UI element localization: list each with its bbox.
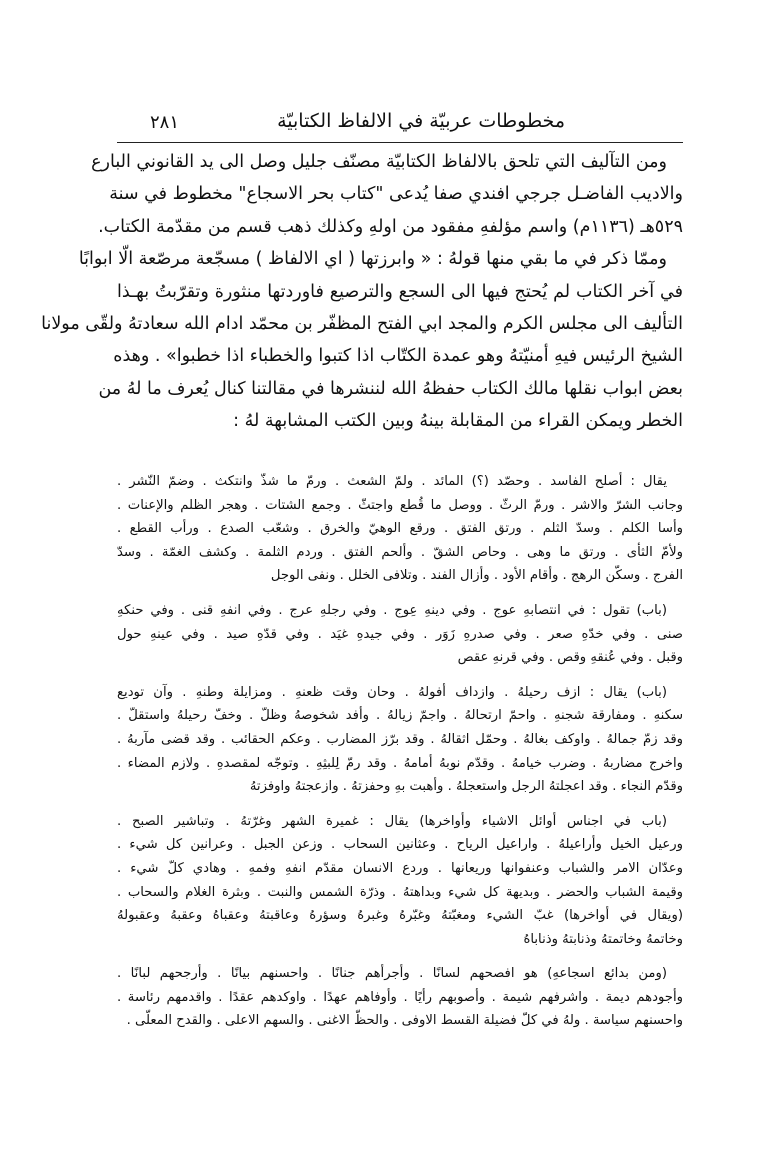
extract-line: الفرج . وسكّن الرهج . وأقام الأود . وأزال الفند . وتلافى الخلل . ونفى الوجل <box>270 568 683 584</box>
paragraph-line: وممّا ذكر في ما بقي منها قولهُ : « وابرزتها ( اي الالفاظ ) مسجّعة مرصّعة الّا ابوابًا <box>78 249 667 270</box>
extract-line: واخرج مضاربهُ . وضرب خيامهُ . وقدّم نوبهُ أمامهُ . وقد رمّ لِلبثِهِ . وتوجّه لمقصدهِ . ولازم المضاء . <box>117 755 683 771</box>
extract-block <box>117 681 683 799</box>
extract-line: وخاتمهُ وخاتمتهُ وذنابتهُ وذناباهُ <box>523 931 683 947</box>
extract-line: وجانب الشرّ والاشر . ورمّ الرثّ . ووصل ما قُطع واجتثّ . وجمع الشتات . وهجر الظلم والإعنات . <box>117 497 683 513</box>
extract-line: (باب في اجناس أوائل الاشياء وأواخرها) يقال : غميرة الشهر وغرّتهُ . وتباشير الصبح . <box>117 813 667 829</box>
extract-block <box>117 810 683 952</box>
paragraph-line: التأليف الى مجلس الكرم والمجد ابي الفتح المظفّر بن محمّد ادام الله سعادتهُ ولقّى مولانا <box>41 313 683 334</box>
extract-line: وأجودهم ديمة . واشرفهم شيمة . وأصوبهم رأيًا . وأوفاهم عهدًا . واوكدهم عقدًا . واقدمهم رئاسة . <box>117 989 683 1005</box>
extract-line: (ويقال في أواخرها) غبّ الشيء ومغبّتهُ وغبّرهُ وغبرهُ وسؤرهُ وعاقبتهُ وعقباهُ وعقبهُ وعقبولهُ <box>117 908 683 924</box>
running-title: مخطوطات عربيّة في الالفاظ الكتابيّة <box>277 110 565 132</box>
extract-line: وعدّان الامر والشباب وعنفوانها وريعانها . وردع الانسان مقدّم انفهِ وفمهِ . وهادي كلّ شيء . <box>117 860 683 876</box>
page-header <box>115 110 685 140</box>
extract-line: وأسا الكلم . وسدّ الثلم . ورتق الفتق . ورقع الوهيّ والخرق . وشعّب الصدع . ورأب القطع . <box>117 521 683 537</box>
paragraph-line: ومن التآليف التي تلحق بالالفاظ الكتابيّة مصنّف جليل وصل الى يد القانوني البارع <box>91 152 667 172</box>
extract-text <box>117 470 683 1044</box>
paragraph-line: ٥٢٩هـ (١١٣٦م) واسم مؤلفهِ مفقود من اولهِ وكذلك ذهب قسم من مقدّمة الكتاب. <box>98 216 683 237</box>
page-number: ٢٨١ <box>150 112 180 133</box>
extract-line: وقيمة الشباب والحضر . وبديهة كل شيء وبداهتهُ . وذرّة الشمس والنبت . وبثرة الغلام والسحاب . <box>117 884 683 900</box>
extract-line: (باب) يقال : ازف رحيلهُ . وازداف أفولهُ . وحان وقت ظعنهِ . ومزايلة وطنهِ . وآن توديع <box>117 684 667 700</box>
extract-line: (باب) تقول : في انتصابهِ عوج . وفي دينهِ عِوج . وفي رجلهِ عرج . وفي انفهِ قنى . وفي حنكهِ <box>117 602 667 618</box>
extract-block <box>117 599 683 670</box>
paragraph-line: الخطر ويمكن القراء من المقابلة بينهُ وبين الكتب المشابهة لهُ : <box>233 411 683 432</box>
paragraph-line: الشيخ الرئيس فيهِ أمنيّتهُ وهو عمدة الكتّاب اذا كتبوا والخطباء اذا خطبوا» . وهذه <box>113 346 683 367</box>
extract-line: وقدّم النجاء . وقد اعجلتهُ الرجل واستعجلهُ . وأهبت بهِ وحفزتهُ . وازعجتهُ واوفزتهُ <box>249 779 683 795</box>
extract-line: ورعيل الخيل وأراعيلهُ . واراعيل الرياح . وعثانين السحاب . وزعن الجبل . وعرانين كل شيء . <box>117 837 683 853</box>
extract-line: وقد زمّ جمالهُ . واوكف بغالهُ . وحمّل اثقالهُ . وقد برّز المضارب . وعكم الحقائب . وقد قضى مآربهُ . <box>117 731 683 747</box>
extract-line: يقال : أصلح الفاسد . وحصّد (؟) المائد . ولمّ الشعث . ورمّ ما شذّ وانتكث . وضمّ النّشر . <box>117 474 667 489</box>
extract-line: ولأمّ الثأى . ورتق ما وهى . وحاص الشقّ . وألحم الفتق . وردم الثلمة . وكشف الغمّة . وسدّ <box>117 544 683 560</box>
extract-line: (ومن بدائع اسجاعهِ) هو افصحهم لسانًا . وأجرأهم جنانًا . واحسنهم بيانًا . وأرجحهم لبانًا . <box>117 966 667 982</box>
extract-line: صنى . وفي خدّهِ صعر . وفي صدرهِ زَوَر . وفي جيدهِ غيَد . وفي قدّهِ صيد . وفي عينهِ حول <box>117 626 683 642</box>
extract-line: سكنهِ . ومفارقة شجنهِ . واحمّ ارتحالهُ . واجمّ زيالهُ . وأفد شخوصهُ وظلّ . وخفّ رحيلهُ واستقلّ . <box>117 708 683 724</box>
main-text <box>41 146 683 438</box>
header-rule <box>117 142 683 143</box>
extract-block <box>117 470 683 588</box>
paragraph-line: بعض ابواب نقلها مالك الكتاب حفظهُ الله لننشرها في مقالتنا كنال يُعرف ما لهُ من <box>98 378 683 399</box>
paragraph-line: والاديب الفاضـل جرجي افندي صفا يُدعى "كتاب بحر الاسجاع" مخطوط في سنة <box>109 184 683 205</box>
extract-block <box>117 962 683 1033</box>
extract-line: واحسنهم سياسة . ولهُ في كلّ فضيلة القسط الاوفى . والحظّ الاغنى . والسهم الاعلى . والقدح المعلّى . <box>126 1013 683 1029</box>
extract-line: وقبل . وفي عُنقهِ وقص . وفي قرنهِ عقص <box>457 650 683 666</box>
paragraph-line: في آخر الكتاب لم يُحتج فيها الى السجع والترصيع فاوردتها منثورة وتقرّبتُ بهـذا <box>117 281 683 302</box>
